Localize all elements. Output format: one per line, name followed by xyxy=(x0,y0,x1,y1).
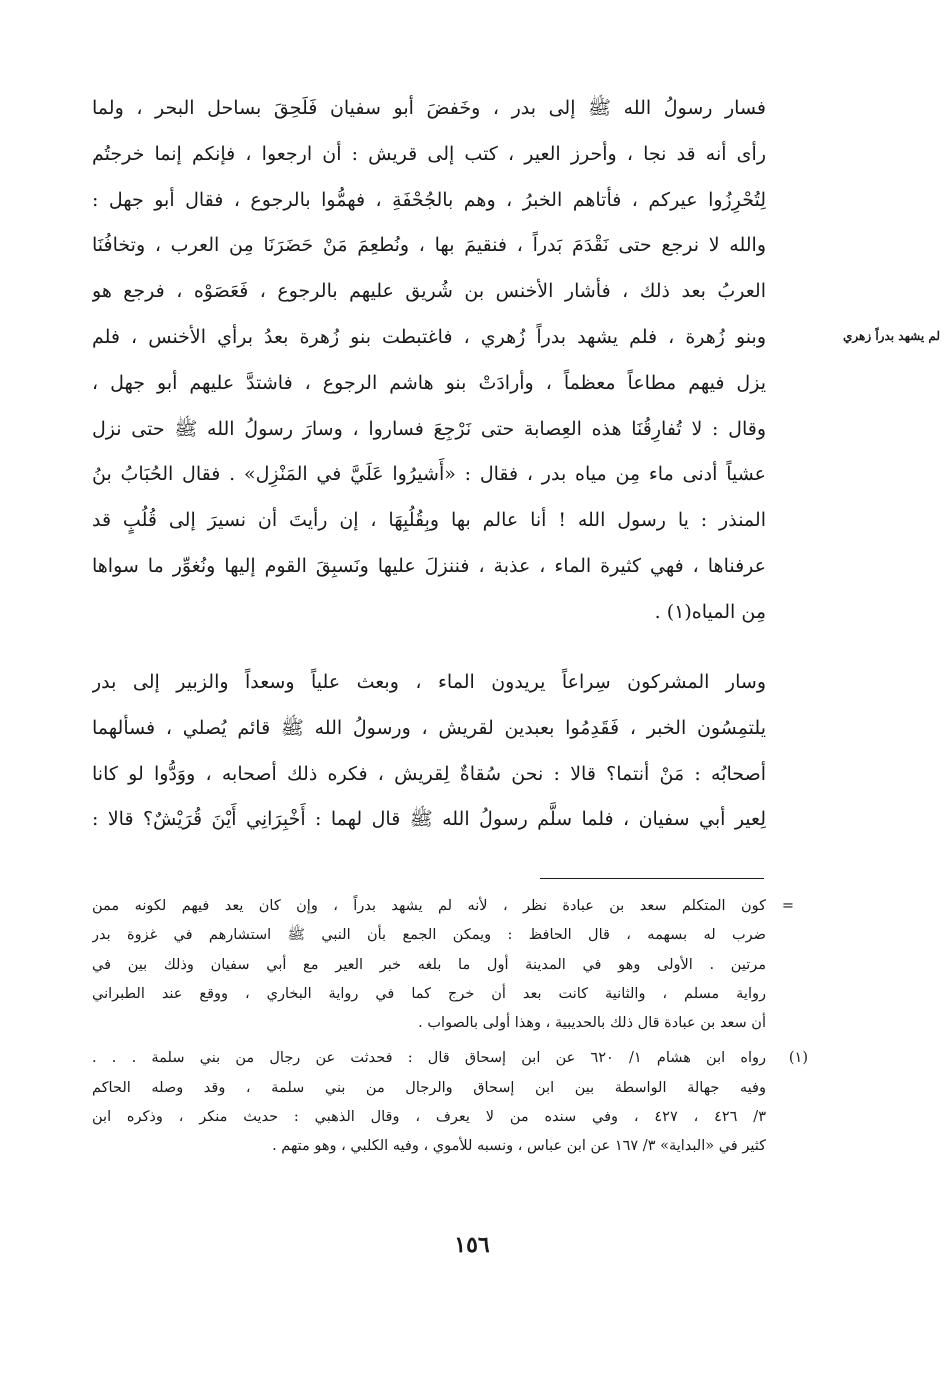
footnote-line: كون المتكلم سعد بن عبادة نظر ، لأنه لم يشهد بدراً ، وإن كان يعد فيهم لكونه ممن xyxy=(92,898,766,914)
footnote-1 xyxy=(92,1044,808,1161)
text-line: فسار رسولُ الله ﷺ إلى بدر ، وخَفضَ أبو سفيان فَلَحِقَ بساحل البحر ، ولما xyxy=(92,97,766,119)
text-line: لِتُحْرِزُوا عيركم ، فأتاهم الخبرُ ، وهم بالجُحْفَةِ ، فهمُّوا بالرجوع ، فقال أبو جهل : xyxy=(92,188,766,211)
main-text-paragraph-1 xyxy=(92,86,766,636)
footnotes xyxy=(92,892,808,1162)
footnote-line: كثير في «البداية» ٣/ ١٦٧ عن ابن عباس ، ونسبه للأموي ، وفيه الكلبي ، وهو متهم . xyxy=(272,1138,766,1155)
text-line: يلتمِسُون الخبر ، فَقَدِمُوا بعبدين لقريش ، ورسولُ الله ﷺ قائم يُصلي ، فسألهما xyxy=(92,716,766,739)
footnote-separator xyxy=(540,878,764,879)
footnote-line: مرتين . الأولى وهو في المدينة أول ما بلغه خبر العير مع أبي سفيان وذلك بين في xyxy=(92,956,766,973)
text-line: العربُ بعد ذلك ، فأشار الأخنس بن شُريق عليهم بالرجوع ، فَعَصَوْه ، فرجع هو xyxy=(92,280,766,303)
text-line: مِن المياه(١) . xyxy=(654,600,766,623)
text-line: وبنو زُهرة ، فلم يشهد بدراً زُهري ، فاغتبطت بنو زُهرة بعدُ برأي الأخنس ، فلم xyxy=(92,325,766,348)
text-line: يزل فيهم مطاعاً معظماً ، وأرادَتْ بنو هاشم الرجوع ، فاشتدَّ عليهم أبو جهل ، xyxy=(92,371,766,394)
text-line: وقال : لا تُفارِقُنَا هذه العِصابة حتى نَرْجِعَ فساروا ، وسارَ رسولُ الله ﷺ حتى نزل xyxy=(92,417,766,440)
text-line: أصحابُه : مَنْ أنتما؟ قالا : نحن سُقاةٌ لِقريش ، فكره ذلك أصحابه ، ووَدُّوا لو كانا xyxy=(92,762,766,785)
continuation-marker: = xyxy=(781,898,794,914)
footnote-line: أن سعد بن عبادة قال ذلك بالحديبية ، وهذا أولى بالصواب . xyxy=(418,1015,766,1032)
footnote-line: ٣/ ٤٢٦ ، ٤٢٧ ، وفي سنده من لا يعرف ، وقال الذهبي : حديث منكر ، وذكره ابن xyxy=(92,1109,766,1126)
text-line: المنذر : يا رسول الله ! أنا عالم بها وبِقُلُبِهَا ، إن رأيتَ أن نسيرَ إلى قُلُبٍ قد xyxy=(92,509,766,532)
text-line: عرفناها ، فهي كثيرة الماء ، عذبة ، فننزلَ عليها ونَسبِقَ القوم إليها ونُغوِّر ما سواها xyxy=(92,554,766,577)
main-text-paragraph-2 xyxy=(92,660,766,843)
footnote-number: (١) xyxy=(788,1050,808,1067)
margin-note: لم يشهد بدراً زهري xyxy=(843,329,940,343)
footnote-continuation xyxy=(92,892,794,1038)
footnote-line: ضرب له بسهمه ، قال الحافظ : ويمكن الجمع بأن النبي ﷺ استشارهم في غزوة بدر xyxy=(92,927,766,944)
text-line: وسار المشركون سِراعاً يريدون الماء ، وبعث علياً وسعداً والزبير إلى بدر xyxy=(92,671,766,693)
page-number: ١٥٦ xyxy=(454,1232,490,1258)
text-line: لِعير أبي سفيان ، فلما سلَّم رسولُ الله ﷺ قال لهما : أَخْبِرَانِي أَيْنَ قُرَيْشٌ؟ قالا : xyxy=(92,808,766,831)
text-line: والله لا نرجع حتى نَقْدَمَ بَدراً ، فنقيمَ بها ، ونُطعِمَ مَنْ حَضَرَنَا مِن العرب ، وتخافُنَا xyxy=(92,234,766,257)
text-line: رأى أنه قد نجا ، وأحرز العير ، كتب إلى قريش : أن ارجعوا ، فإنكم إنما خرجتُم xyxy=(92,142,766,165)
text-line: عشياً أدنى ماء مِن مياه بدر ، فقال : «أَشيرُوا عَلَيَّ في المَنْزِل» . فقال الحُبَابُ بنُ xyxy=(92,463,766,486)
footnote-line: رواية مسلم ، والثانية كانت بعد أن خرج كما في رواية البخاري ، ووقع عند الطبراني xyxy=(92,985,766,1002)
footnote-line: وفيه جهالة الواسطة بين ابن إسحاق والرجال من بني سلمة ، وقد وصله الحاكم xyxy=(92,1079,766,1096)
footnote-line: رواه ابن هشام ١/ ٦٢٠ عن ابن إسحاق قال : فحدثت عن رجال من بني سلمة . . . xyxy=(92,1050,766,1067)
